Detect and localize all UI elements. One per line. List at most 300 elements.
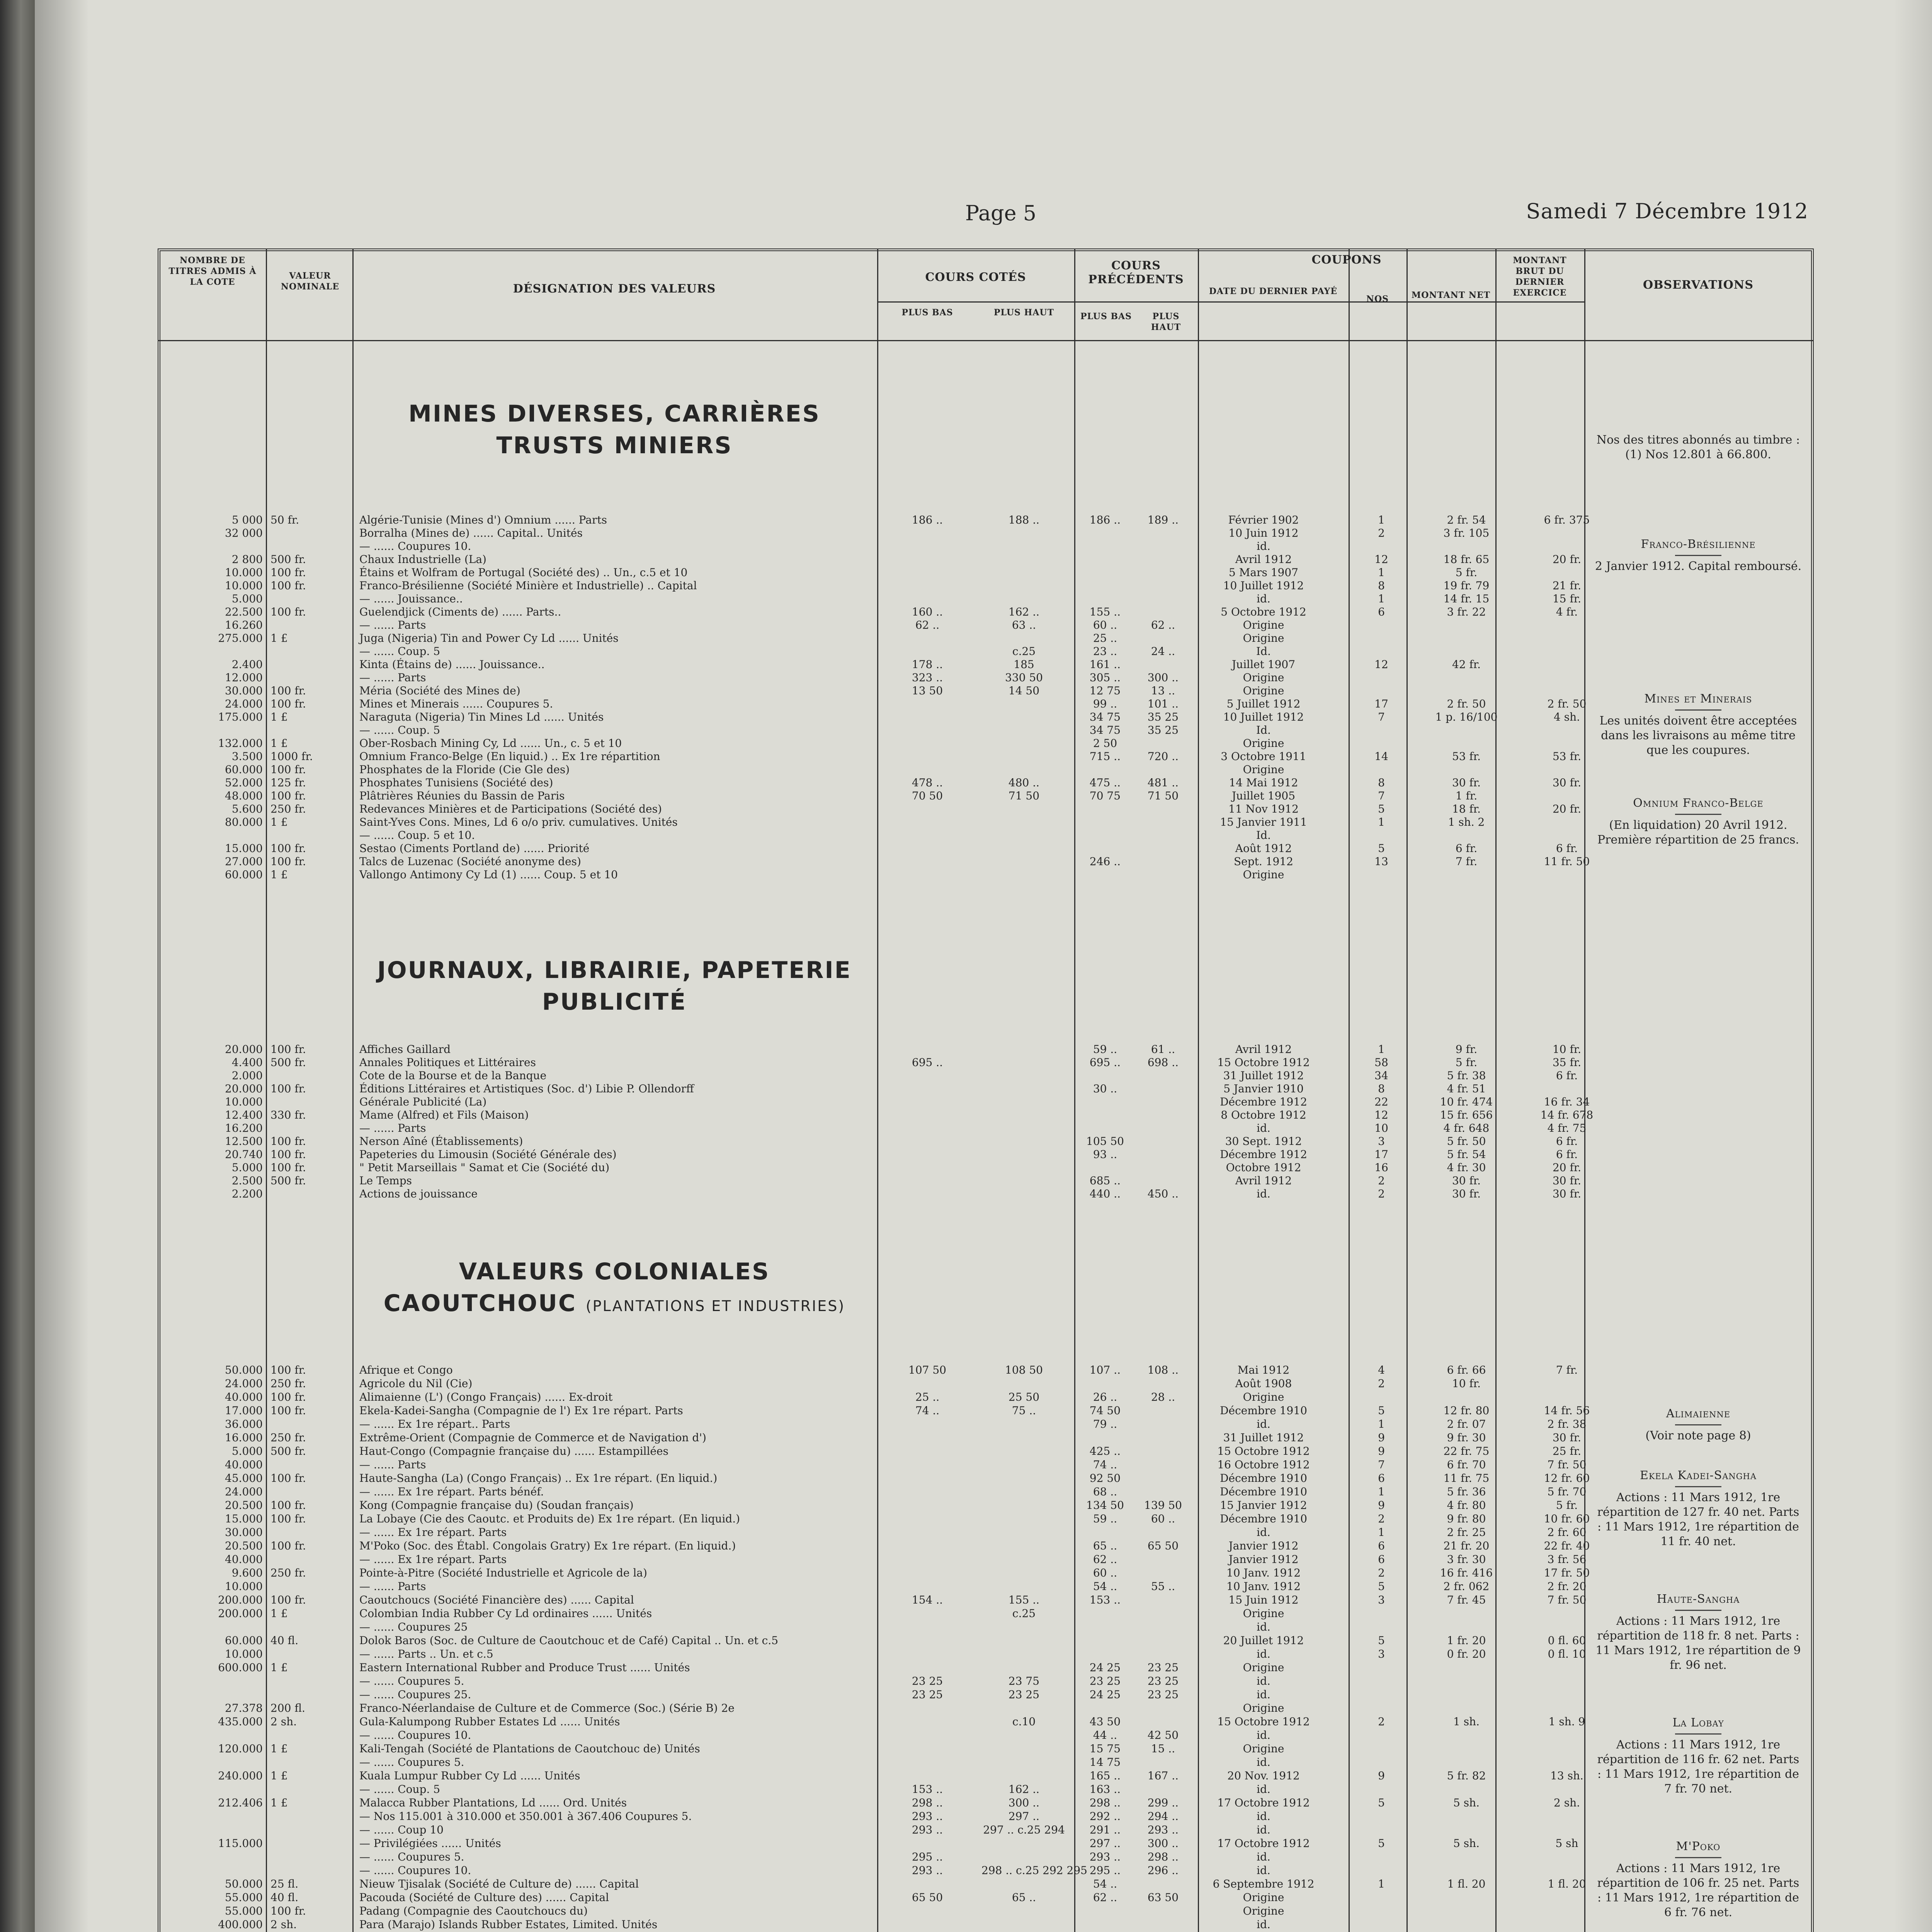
table-row [162,1070,1812,1082]
cell-des: Nerson Aîné (Établissements) [359,1135,523,1148]
cell-pl: 60 .. [1093,1566,1117,1579]
cell-val: 100 fr. [270,1161,306,1174]
cell-br: 25 fr. [1552,1445,1582,1458]
cell-val: 100 fr. [270,1594,306,1606]
cell-no: 1 [1378,514,1385,526]
cell-des: Mame (Alfred) et Fils (Maison) [359,1109,529,1121]
cell-date: id. [1257,1810,1270,1823]
table-row [162,1122,1812,1134]
cell-des: Dolok Baros (Soc. de Culture de Caoutchouc et de Café) Capital .. Un. et c.5 [359,1634,779,1647]
cell-date: Avril 1912 [1235,553,1292,566]
observation-mines-minerais [1594,692,1803,758]
cell-no: 1 [1378,592,1385,605]
cell-hi: 330 50 [1005,671,1043,684]
cell-pl: 65 .. [1093,1539,1117,1552]
cell-des: Kali-Tengah (Société de Plantations de Caoutchouc de) Unités [359,1742,700,1755]
cell-mt: 10 fr. [1452,1377,1481,1390]
cell-nb: 400.000 [218,1918,263,1931]
table-row [162,829,1812,842]
binding-shadow [35,0,89,1932]
cell-des: Franco-Brésilienne (Société Minière et Industrielle) .. Capital [359,579,697,592]
cell-mt: 6 fr. 70 [1447,1458,1486,1471]
table-row [162,1432,1812,1444]
observation-title: Omnium Franco-Belge [1633,796,1764,810]
cell-des: Borralha (Mines de) ...... Capital.. Unités [359,527,583,539]
cell-pl: 12 75 [1089,684,1121,697]
cell-mt: 1 fr. [1455,789,1478,802]
cell-date: Avril 1912 [1235,1174,1292,1187]
cell-mt: 6 fr. 66 [1447,1364,1486,1376]
cell-des: — ...... Parts [359,671,426,684]
observation-title: Mines et Minerais [1644,692,1752,706]
observation-rule [1675,1424,1721,1425]
section-title-line: TRUSTS MINIERS [496,432,733,459]
cell-date: id. [1257,1783,1270,1796]
cell-des: Chaux Industrielle (La) [359,553,486,566]
cell-ph: 42 50 [1147,1729,1179,1742]
cell-pl: 54 .. [1093,1580,1117,1593]
cell-val: 1 £ [270,1769,288,1782]
cell-br: 11 fr. 50 [1544,855,1590,868]
cell-br: 1 sh. 9 [1548,1715,1585,1728]
cell-pl: 93 .. [1093,1148,1117,1161]
cell-val: 500 fr. [270,1056,306,1069]
cell-date: Id. [1256,724,1271,736]
cell-date: id. [1257,1864,1270,1877]
cell-val: 100 fr. [270,1404,306,1417]
cell-br: 5 fr. [1556,1499,1578,1512]
cell-ph: 293 .. [1147,1823,1179,1836]
observation-text: Actions : 11 Mars 1912, 1re répartition de 116 fr. 62 net. Parts : 11 Mars 1912, 1re répartition de 7 fr. 70 net. [1597,1738,1799,1796]
cell-pl: 186 .. [1089,514,1121,526]
cell-des: Affiches Gaillard [359,1043,451,1056]
table-row [162,1445,1812,1458]
cell-des: Méria (Société des Mines de) [359,684,520,697]
table-row [162,1634,1812,1647]
cell-lo: 65 50 [912,1891,943,1904]
cell-no: 3 [1378,1594,1385,1606]
cell-date: Janvier 1912 [1228,1553,1299,1566]
cell-des: — ...... Coupures 5. [359,1756,464,1769]
cell-mt: 5 fr. [1455,1056,1478,1069]
cell-br: 6 fr. [1556,842,1578,855]
cell-mt: 42 fr. [1452,658,1481,671]
cell-br: 2 fr. 50 [1547,697,1587,710]
cell-nb: 16.200 [225,1122,263,1134]
cell-des: M'Poko (Soc. des Établ. Congolais Gratry) Ex 1re répart. (En liquid.) [359,1539,736,1552]
observation-rule [1675,555,1721,556]
cell-date: Juillet 1907 [1231,658,1296,671]
cell-des: — ...... Ex 1re répart. Parts bénéf. [359,1485,544,1498]
table-row [162,619,1812,631]
cell-hi: 188 .. [1008,514,1040,526]
cell-lo: 695 .. [912,1056,943,1069]
cell-pl: 26 .. [1093,1391,1117,1403]
table-row [162,869,1812,881]
cell-pl: 92 50 [1089,1472,1121,1485]
cell-date: Origine [1243,1391,1284,1403]
cell-nb: 30.000 [225,1526,263,1539]
cell-nb: 36.000 [225,1418,263,1430]
cell-des: Afrique et Congo [359,1364,453,1376]
cell-des: — ...... Coup. 5 et 10. [359,829,475,842]
cell-br: 20 fr. [1552,553,1582,566]
cell-no: 1 [1378,1418,1385,1430]
cell-mt: 5 sh. [1453,1837,1480,1850]
cell-hi: 71 50 [1008,789,1040,802]
cell-nb: 27.000 [225,855,263,868]
cell-hi: c.25 [1012,1607,1036,1620]
cell-date: 15 Octobre 1912 [1217,1445,1310,1458]
cell-ph: 65 50 [1147,1539,1179,1552]
cell-no: 1 [1378,1526,1385,1539]
cell-des: — ...... Coupures 25. [359,1688,471,1701]
cell-no: 6 [1378,1472,1385,1485]
cell-pl: 295 .. [1089,1864,1121,1877]
cell-br: 7 fr. 50 [1547,1594,1587,1606]
cell-mt: 5 fr. 82 [1447,1769,1486,1782]
cell-br: 0 fl. 60 [1548,1634,1586,1647]
cell-des: Caoutchoucs (Société Financière des) ...... Capital [359,1594,634,1606]
cell-no: 5 [1378,842,1385,855]
cell-pl: 134 50 [1086,1499,1124,1512]
cell-val: 100 fr. [270,697,306,710]
cell-des: Papeteries du Limousin (Société Générale des) [359,1148,617,1161]
cell-des: Gula-Kalumpong Rubber Estates Ld ...... Unités [359,1715,620,1728]
cell-no: 3 [1378,1648,1385,1660]
cell-nb: 27.378 [225,1702,263,1714]
cell-pl: 297 .. [1089,1837,1121,1850]
cell-date: 31 Juillet 1912 [1223,1431,1304,1444]
cell-val: 100 fr. [270,566,306,579]
cell-des: Franco-Néerlandaise de Culture et de Commerce (Soc.) (Série B) 2e [359,1702,735,1714]
cell-lo: 178 .. [912,658,943,671]
cell-val: 1 £ [270,868,288,881]
cell-pl: 99 .. [1093,697,1117,710]
cell-des: — ...... Ex 1re répart.. Parts [359,1418,510,1430]
cell-ph: 294 .. [1147,1810,1179,1823]
table-row [162,1864,1812,1877]
cell-br: 15 fr. [1552,592,1582,605]
cell-br: 6 fr. [1556,1069,1578,1082]
table-row [162,1851,1812,1863]
cell-des: Haut-Congo (Compagnie française du) ...... Estampillées [359,1445,668,1458]
cell-ph: 299 .. [1147,1796,1179,1809]
cell-des: — Privilégiées ...... Unités [359,1837,501,1850]
cell-no: 13 [1374,855,1388,868]
cell-des: Padang (Compagnie des Caoutchoucs du) [359,1905,588,1917]
observation-alimaienne [1594,1406,1803,1443]
table-row [162,1513,1812,1525]
cell-pl: 24 25 [1089,1661,1121,1674]
section-subtitle: (PLANTATIONS ET INDUSTRIES) [585,1298,845,1315]
section-title-coloniales [348,1256,881,1322]
cell-nb: 52.000 [225,776,263,789]
cell-date: 15 Octobre 1912 [1217,1715,1310,1728]
cell-des: Kuala Lumpur Rubber Cy Ld ...... Unités [359,1769,580,1782]
cell-nb: 115.000 [218,1837,263,1850]
cell-date: 10 Juin 1912 [1228,527,1299,539]
cell-val: 100 fr. [270,1472,306,1485]
table-row [162,724,1812,736]
cell-des: — ...... Coup 10 [359,1823,444,1836]
cell-lo: 23 25 [912,1688,943,1701]
cell-val: 100 fr. [270,579,306,592]
cell-no: 1 [1378,566,1385,579]
cell-des: Actions de jouissance [359,1187,478,1200]
cell-pl: 105 50 [1086,1135,1124,1148]
table-row [162,698,1812,710]
table-row [162,1756,1812,1769]
cell-des: — ...... Coupures 25 [359,1621,468,1633]
header-subrule [877,301,1584,303]
cell-nb: 12.400 [225,1109,263,1121]
cell-ph: 63 50 [1147,1891,1179,1904]
cell-hi: c.25 [1012,645,1036,658]
cell-nb: 24.000 [225,1485,263,1498]
cell-nb: 212.406 [218,1796,263,1809]
cell-br: 10 fr. 60 [1544,1512,1590,1525]
cell-date: 14 Mai 1912 [1229,776,1298,789]
cell-br: 35 fr. [1552,1056,1582,1069]
cell-mt: 14 fr. 15 [1443,592,1490,605]
table-row [162,1364,1812,1376]
cell-nb: 5.600 [231,803,263,815]
cell-br: 30 fr. [1552,1187,1582,1200]
cell-date: 17 Octobre 1912 [1217,1837,1310,1850]
cell-val: 100 fr. [270,1539,306,1552]
cell-date: Origine [1243,671,1284,684]
observation-text: Actions : 11 Mars 1912, 1re répartition de 106 fr. 25 net. Parts : 11 Mars 1912, 1re répartition de 6 fr. 76 net. [1597,1862,1799,1919]
table-row [162,580,1812,592]
paper-edge-shadow [1893,0,1932,1932]
cell-lo: 293 .. [912,1810,943,1823]
table-row [162,672,1812,684]
cell-des: La Lobaye (Cie des Caoutc. et Produits de) Ex 1re répart. (En liquid.) [359,1512,740,1525]
cell-pl: 15 75 [1089,1742,1121,1755]
cell-no: 34 [1374,1069,1388,1082]
cell-des: Talcs de Luzenac (Société anonyme des) [359,855,581,868]
cell-des: Phosphates de la Floride (Cie Gle des) [359,763,570,776]
cell-no: 5 [1378,1404,1385,1417]
cell-pl: 23 25 [1089,1675,1121,1687]
cell-val: 250 fr. [270,1431,306,1444]
cell-val: 1 £ [270,1742,288,1755]
cell-val: 125 fr. [270,776,306,789]
cell-val: 100 fr. [270,1512,306,1525]
observation-rule [1675,709,1721,711]
cell-lo: 107 50 [908,1364,946,1376]
cell-lo: 298 .. [912,1796,943,1809]
cell-nb: 5.000 [231,1161,263,1174]
table-row [162,1109,1812,1121]
cell-br: 3 fr. 56 [1547,1553,1587,1566]
cell-hi: 162 .. [1008,1783,1040,1796]
cell-pl: 475 .. [1089,776,1121,789]
cell-ph: 296 .. [1147,1864,1179,1877]
cell-mt: 22 fr. 75 [1443,1445,1490,1458]
table-row [162,1662,1812,1674]
cell-date: Décembre 1912 [1220,1095,1307,1108]
cell-val: 330 fr. [270,1109,306,1121]
cell-nb: 20.500 [225,1499,263,1512]
cell-val: 500 fr. [270,1445,306,1458]
cell-pl: 54 .. [1093,1878,1117,1890]
table-row [162,1553,1812,1566]
cell-date: Origine [1243,737,1284,750]
cell-pl: 246 .. [1089,855,1121,868]
cell-date: Origine [1243,1702,1284,1714]
cell-ph: 698 .. [1147,1056,1179,1069]
cell-pl: 62 .. [1093,1891,1117,1904]
cell-no: 17 [1374,1148,1388,1161]
cell-date: id. [1257,1918,1270,1931]
cell-date: 17 Octobre 1912 [1217,1796,1310,1809]
cell-date: Octobre 1912 [1226,1161,1301,1174]
cell-nb: 10.000 [225,579,263,592]
cell-mt: 9 fr. 30 [1447,1431,1486,1444]
cell-mt: 5 fr. [1455,566,1478,579]
observation-text: (En liquidation) 20 Avril 1912. Première répartition de 25 francs. [1597,818,1799,847]
cell-no: 5 [1378,1634,1385,1647]
cell-des: Agricole du Nil (Cie) [359,1377,473,1390]
cell-no: 1 [1378,816,1385,828]
cell-no: 8 [1378,776,1385,789]
header-nombre: NOMBRE DE TITRES ADMIS À LA COTE [168,255,257,287]
cell-nb: 60.000 [225,1634,263,1647]
cell-lo: 25 .. [915,1391,940,1403]
header-prec-plus-bas: PLUS BAS [1080,311,1132,321]
cell-des: Saint-Yves Cons. Mines, Ld 6 o/o priv. cumulatives. Unités [359,816,678,828]
header-coupon-date: DATE DU DERNIER PAYÉ [1209,286,1338,296]
cell-no: 12 [1374,658,1388,671]
cell-hi: 300 .. [1008,1796,1040,1809]
cell-mt: 1 fl. 20 [1447,1878,1486,1890]
cell-pl: 23 .. [1093,645,1117,658]
cell-lo: 293 .. [912,1864,943,1877]
cell-nb: 20.740 [225,1148,263,1161]
section-title-line: VALEURS COLONIALES [459,1258,770,1285]
cell-ph: 481 .. [1147,776,1179,789]
cell-mt: 10 fr. 474 [1440,1095,1493,1108]
table-row [162,816,1812,828]
cell-pl: 34 75 [1089,711,1121,723]
cell-mt: 16 fr. 416 [1440,1566,1493,1579]
cell-lo: 153 .. [912,1783,943,1796]
cell-pl: 74 .. [1093,1458,1117,1471]
cell-des: Omnium Franco-Belge (En liquid.) .. Ex 1re répartition [359,750,660,763]
cell-date: id. [1257,1823,1270,1836]
cell-mt: 5 fr. 38 [1447,1069,1486,1082]
cell-mt: 11 fr. 75 [1443,1472,1490,1485]
table-row [162,1783,1812,1796]
cell-nb: 20.000 [225,1082,263,1095]
table-row [162,1056,1812,1069]
cell-nb: 200.000 [218,1594,263,1606]
cell-des: Kinta (Étains de) ...... Jouissance.. [359,658,545,671]
cell-date: Décembre 1910 [1220,1472,1307,1485]
table-row [162,566,1812,579]
cell-nb: 20.500 [225,1539,263,1552]
cell-nb: 2.400 [231,658,263,671]
cell-nb: 2 800 [231,553,263,566]
cell-no: 14 [1374,750,1388,763]
cell-date: 5 Janvier 1910 [1223,1082,1304,1095]
table-row [162,855,1812,868]
cell-val: 50 fr. [270,514,299,526]
page-number: Page 5 [965,201,1037,225]
cell-nb: 24.000 [225,697,263,710]
cell-lo: 70 50 [912,789,943,802]
cell-des: Pointe-à-Pitre (Société Industrielle et Agricole de la) [359,1566,647,1579]
cell-pl: 14 75 [1089,1756,1121,1769]
cell-lo: 23 25 [912,1675,943,1687]
cell-mt: 2 fr. 50 [1447,697,1486,710]
cell-nb: 50.000 [225,1364,263,1376]
observation-omnium [1594,796,1803,847]
cell-br: 14 fr. 678 [1540,1109,1594,1121]
header-designation: DÉSIGNATION DES VALEURS [513,282,716,296]
cell-date: 10 Juillet 1912 [1223,711,1304,723]
cell-val: 100 fr. [270,1391,306,1403]
cell-no: 12 [1374,553,1388,566]
cell-val: 500 fr. [270,553,306,566]
cell-hi: 63 .. [1012,619,1036,631]
table-row [162,1567,1812,1579]
cell-nb: 10.000 [225,1648,263,1660]
cell-date: Origine [1243,1607,1284,1620]
cell-des: — ...... Parts [359,1122,426,1134]
cell-hi: 14 50 [1008,684,1040,697]
table-row [162,1499,1812,1512]
cell-mt: 3 fr. 30 [1447,1553,1486,1566]
cell-no: 2 [1378,1512,1385,1525]
cell-date: 15 Juin 1912 [1228,1594,1299,1606]
cell-des: Étains et Wolfram de Portugal (Société des) .. Un., c.5 et 10 [359,566,688,579]
table-row [162,1770,1812,1782]
table-row [162,514,1812,526]
cell-ph: 35 25 [1147,711,1179,723]
cell-des: Naraguta (Nigeria) Tin Mines Ld ...... Unités [359,711,604,723]
cell-ph: 101 .. [1147,697,1179,710]
cell-ph: 71 50 [1147,789,1179,802]
cell-nb: 60.000 [225,763,263,776]
table-row [162,1096,1812,1108]
cell-nb: 12.500 [225,1135,263,1148]
cell-mt: 3 fr. 105 [1443,527,1490,539]
cell-date: id. [1257,1648,1270,1660]
cell-des: — ...... Parts [359,1458,426,1471]
cell-pl: 60 .. [1093,619,1117,631]
cell-val: 1 £ [270,816,288,828]
cell-hi: 185 [1014,658,1034,671]
cell-pl: 163 .. [1089,1783,1121,1796]
cell-ph: 62 .. [1151,619,1175,631]
table-row [162,764,1812,776]
cell-date: Sept. 1912 [1234,855,1293,868]
cell-nb: 10.000 [225,1095,263,1108]
cell-no: 8 [1378,579,1385,592]
header-valeur: VALEUR NOMINALE [281,271,340,292]
table-row [162,1472,1812,1485]
table-row [162,1175,1812,1187]
cell-pl: 685 .. [1089,1174,1121,1187]
cell-date: 6 Septembre 1912 [1213,1878,1315,1890]
header-cours-cotes: COURS COTÉS [925,270,1026,284]
cell-date: id. [1257,1688,1270,1701]
cell-nb: 435.000 [218,1715,263,1728]
cell-no: 2 [1378,1566,1385,1579]
